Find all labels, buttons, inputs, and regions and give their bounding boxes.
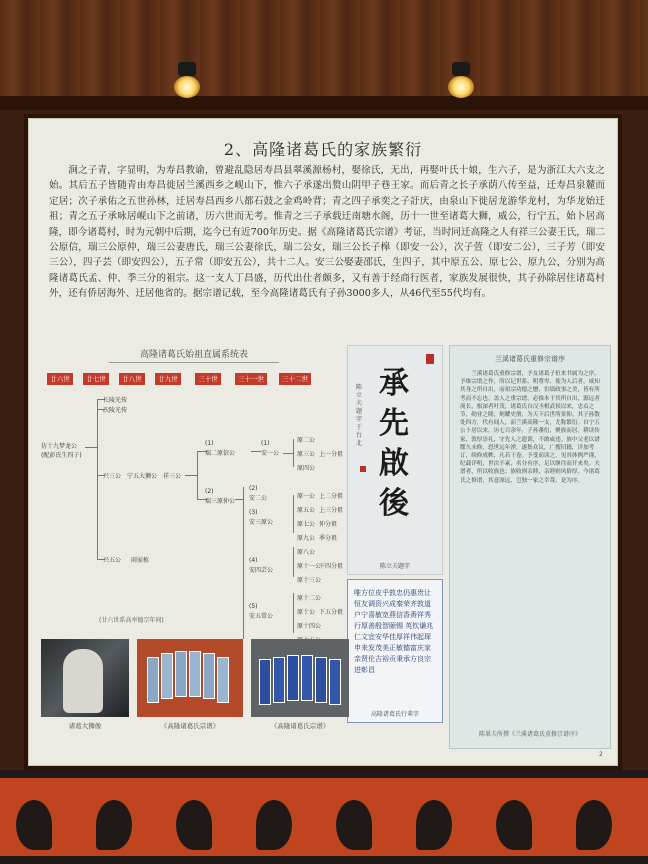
board-title: 2、高隆诸葛氏的家族繁衍 — [223, 140, 423, 159]
tree-node: 兴三公 — [103, 473, 122, 480]
tree-node: 原十一公 — [297, 563, 322, 570]
tree-node: 原八公 — [297, 549, 316, 556]
generation-names-text: 唯方位皮乎敦忠仍惠贵让恒友调资兴成秦荣齐敦道户宁喜敏宽燕信香赉祥秀行厚善殷智颐锡 英钦谦兆仁文宜安华佳厚祥伟起琛申来发茂美正敏德富庆家亲贤伦吉裕贡秉承方良宗进彰昌 — [354, 589, 434, 674]
preface-title: 兰溪诸葛氏重修宗谱序 — [495, 355, 565, 363]
photo-caption: 《高隆诸葛氏宗谱》 — [160, 722, 220, 730]
tree-node: 原十四公 — [297, 623, 322, 630]
genealogy-photo-2 — [251, 639, 349, 717]
tree-node: 原五公 — [297, 507, 316, 514]
tree-node: 长陵光传 — [103, 397, 128, 404]
tree-node: 雨家植 — [131, 557, 150, 564]
preface-panel — [449, 345, 611, 749]
seal-stamp-small — [360, 466, 366, 472]
tree-node: 原四公 — [297, 465, 316, 472]
tree-node: (5) — [249, 603, 258, 610]
tree-node: 原十三公 — [297, 577, 322, 584]
tree-node: 上一分祖 — [319, 451, 344, 458]
gen-label: 廿九世 — [155, 373, 181, 385]
tree-node: 原十二公 — [297, 595, 322, 602]
scroll-caption: 陈立夫题字 — [379, 563, 410, 570]
tree-node: 原九公 — [297, 535, 316, 542]
tree-node: 瑞三原仲公 — [205, 498, 236, 505]
gen-label: 廿七世 — [83, 373, 109, 385]
tree-node: (3) — [249, 509, 258, 516]
tree-node: 原三公 — [297, 451, 316, 458]
tree-node: 安一公 — [261, 450, 280, 457]
gen-label: 廿八世 — [119, 373, 145, 385]
tree-node: 原一公 — [297, 493, 316, 500]
spotlight-left — [174, 62, 200, 102]
calligraphy-text: 承 先 啟 後 — [379, 366, 409, 521]
tree-node: 原七公 — [297, 521, 316, 528]
intro-paragraph: 涧之子青，字显明，为寿昌教谕，曾避乱隐居寿昌县翠溪源杨村，娶徐氏，无出，再娶叶氏十娘，生六子，是为浙江大六支之始。其后五子皆随青由寿昌徙居兰溪西乡之岘山下，惟六子承遂出赘山阴甲子巷王家。而后青之长子承荫八传至益，迁寿昌泉麓而定居；次子承佑之五世孙林，迁居寿昌西乡八都石鼓之金鸡岭背；青之四子承奕之子訏庆，由泉山下徙居龙游华龙村，为华龙始迁祖；青之五子承咏居岘山下之前诸，历六世而无考。惟青之三子承载迁南塘水阁，历十一世至诸葛大狮，威公，行宁五，始卜居高隆，即今诸葛村，时为元朝中后期，迄今已有近700年历史。据《高隆诸葛氏宗谱》考证，当时同迁高隆之人有祥三公妻王氏，瑞二公原信，瑞三公原仲，瑞三公妻唐氏，瑞三公妻徐氏，瑞二公女，瑞三公长子槔（即安一公），次子萱（即安二公），三子芳（即安三公），四子芸（即安四公），五子常（即安五公），共十二人。安三公娶妻邵氏，生四子，其中原五公、原七公、原九公，分别为高隆诸葛氏孟、仲、季三分的祖宗。这一支人丁昌盛，历代出仕者颇多，又有善于经商行医者，家族发展很快，其子孙除居住诸葛村外，还有侨居海外、迁居他省的。据宗谱记载，至今高隆诸葛氏有子孙3000多人，从46代至55代均有。 — [49, 165, 605, 300]
calligraphy-scroll — [347, 345, 443, 575]
generation-names-panel — [347, 579, 443, 723]
preface-text: 兰溪诸葛氏重修宗谱，予友诸葛子恒来书属为之序。予维宗谱之作，所以记世系、明尊卑、使为人后者，咸知其身之所自出，而祖宗功德之懋，宦绩政事之美，皆有所考而不忘也。盖人之重宗谱，必推本于其所自出，源远者流长，根深者叶茂，诸葛氏自汉丞相武侯以来，忠贞之节，勋业之隆，炳耀史册，为天下后世所景仰。其子孙散处四方，代有闻人，而兰溪高隆一支，尤称繁衍。自宁五公卜居以来，历七百余年，子孙蕃衍，聚族而居，耕读传家，敦厚崇礼，守先人之遗训，不敢或违。族中父老以谱牒久未修，恐世远年湮，遂集众议，广搜旧籍，详加考订，续修成帙，凡若干卷。予受而读之，见其体例严谨，纪载详明，世次不紊，名分有序，足以继往而开来矣。夫谱者，所以收族也；族收则亲睦，亲睦则风俗厚。今诸葛氏之修谱，其意深远，岂独一家之幸哉。是为序。 — [460, 371, 600, 484]
tree-node: (配彭氏生四子) — [41, 452, 82, 459]
page-number: 2 — [599, 751, 603, 758]
tree-node: (4) — [249, 557, 258, 564]
tree-node: 原二公 — [297, 437, 316, 444]
tree-node: 安五常公 — [249, 613, 274, 620]
tree-node: 上二分祖 — [319, 493, 344, 500]
tree-node: 兴五公 — [103, 557, 122, 564]
gen-label: 三十世 — [195, 373, 221, 385]
family-tree-chart — [39, 347, 344, 631]
tree-node: 安二公 — [249, 495, 268, 502]
tree-node: 安三原公 — [249, 519, 274, 526]
tree-node: (1) — [205, 440, 214, 447]
photo-caption: 《高隆诸葛氏宗谱》 — [270, 722, 330, 730]
spotlight-right — [448, 62, 474, 102]
genealogy-photo-1 — [137, 639, 243, 717]
decorative-band — [0, 770, 648, 864]
tree-node: (2) — [205, 488, 214, 495]
tree-node: 安四芸公 — [249, 567, 274, 574]
calligraphy-signature: 陈立夫题字于台北 — [356, 384, 363, 447]
tree-note: (廿六世系高率德宗年间) — [99, 617, 164, 624]
exhibit-board — [28, 118, 618, 766]
tree-node: 下五分祖 — [319, 609, 344, 616]
wooden-wall — [0, 0, 648, 110]
preface-caption: 陈果夫所撰《兰溪诸葛氏重修宗谱序》 — [478, 731, 581, 738]
gen-label: 三十一世 — [235, 373, 267, 385]
tree-node: 瑞二原信公 — [205, 450, 236, 457]
tree-title: 高隆诸葛氏始祖直属系统表 — [109, 347, 279, 363]
tree-node: 季分祖 — [319, 535, 338, 542]
tree-node: 上三分祖 — [319, 507, 344, 514]
photo-caption: 诸葛大狮像 — [68, 722, 102, 730]
tree-node: 次陵光传 — [103, 407, 128, 414]
tree-node: 宁五大狮公 — [127, 473, 158, 480]
tree-node: 仿十九梦龙公 — [41, 443, 78, 450]
tree-node: 祥三公 — [163, 473, 182, 480]
tree-node: (2) — [249, 485, 258, 492]
gen-label: 廿六世 — [47, 373, 73, 385]
statue-photo — [41, 639, 129, 717]
generation-names-caption: 高隆诸葛氏行辈字 — [370, 711, 419, 718]
seal-stamp — [426, 354, 434, 364]
tree-node: 下四分祖 — [319, 563, 344, 570]
tree-node: 仲分祖 — [319, 521, 338, 528]
tree-node: 原十公 — [297, 609, 316, 616]
tree-node: (1) — [261, 440, 270, 447]
gen-label: 三十二世 — [279, 373, 311, 385]
